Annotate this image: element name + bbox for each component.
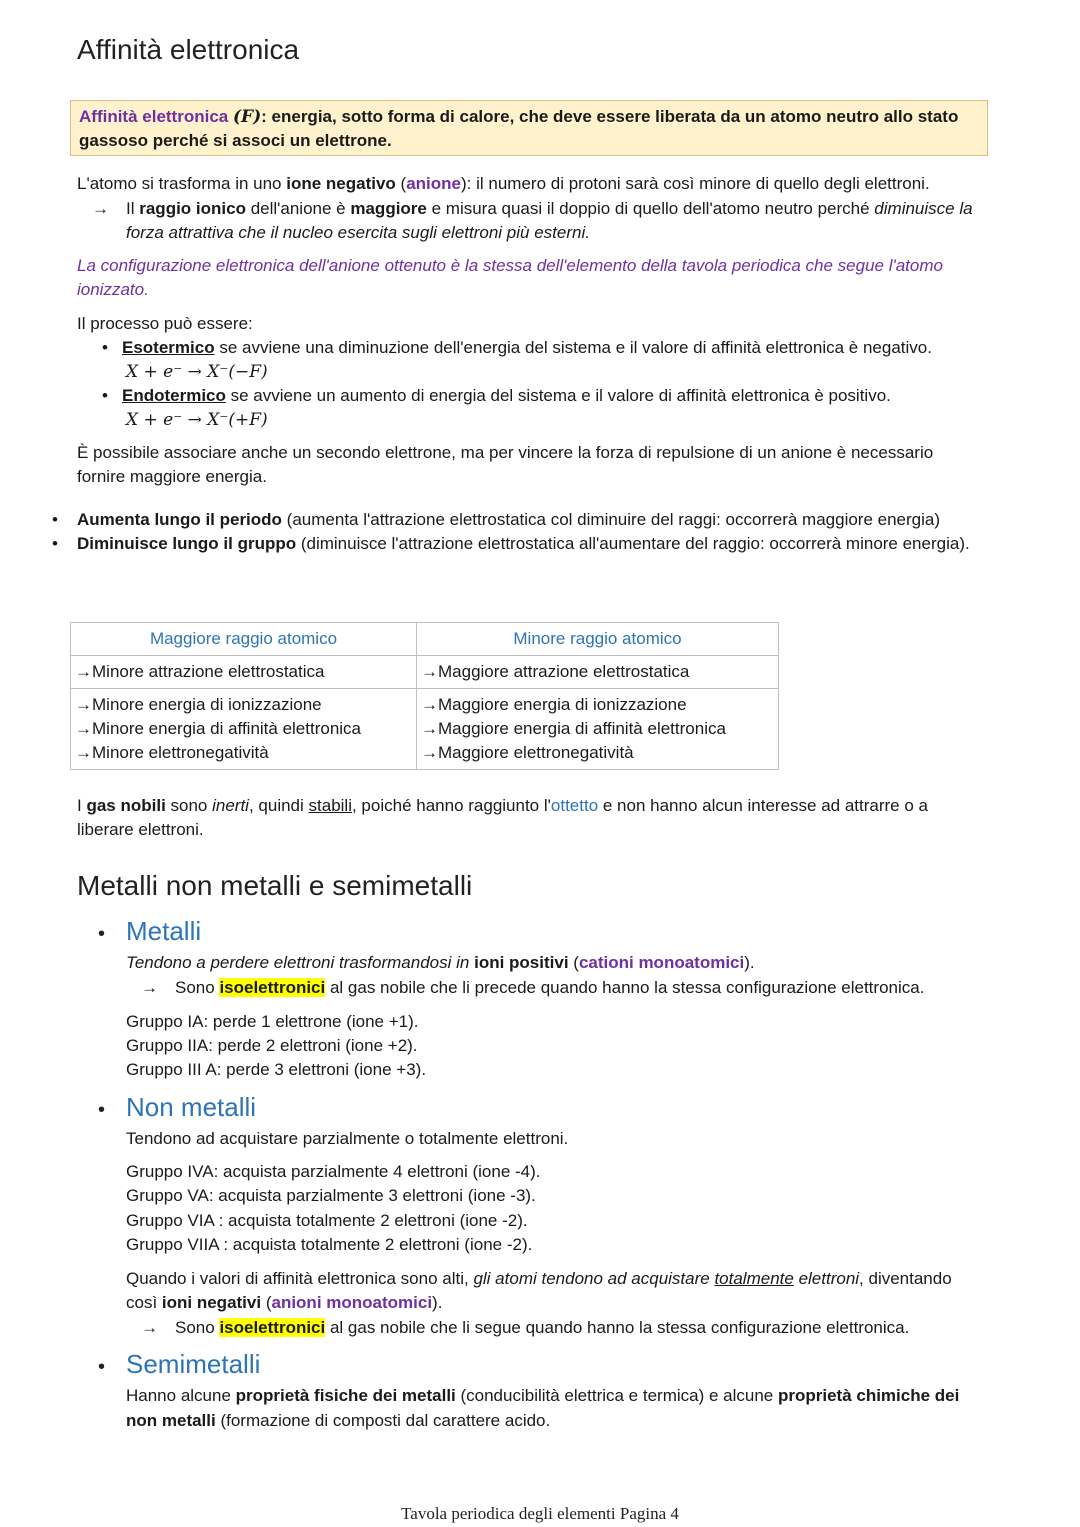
bullet-icon: • [98,1356,106,1378]
endothermic-equation: X + e⁻ → X⁻(+F) [126,410,268,430]
bullet-icon: • [102,386,108,405]
bullet-icon: • [52,534,58,553]
list-item: Gruppo VIIA : acquista totalmente 2 elettroni (ione -2). [126,1235,533,1254]
definition-symbol: (F) [232,107,262,127]
anion-paragraph: L'atomo si trasforma in uno ione negativo (anione): il numero di protoni sarà così minore di quello degli elettroni. [77,174,930,193]
trend-group: • Diminuisce lungo il gruppo (diminuisce l'attrazione elettrostatica all'aumentare del raggio: occorrerà minore energia). [52,532,970,556]
noble-gas-text: I gas nobili sono inerti, quindi stabili, poiché hanno raggiunto l'ottetto e non hanno alcun interesse ad attrarre o a [77,796,928,815]
list-item: Gruppo VIA : acquista totalmente 2 elettroni (ione -2). [126,1211,528,1230]
table-header: Minore raggio atomico [417,623,779,656]
table-header-row [71,623,779,656]
definition-text: : energia, sotto forma di calore, che deve essere liberata da un atomo neutro allo stato [261,107,959,126]
semimetalli-heading: • Semimetalli [98,1349,261,1379]
list-item: Gruppo IVA: acquista parzialmente 4 elettroni (ione -4). [126,1162,541,1181]
definition-term: Affinità elettronica [79,107,229,126]
nonmetalli-isoelectronic: → Sono isoelettronici al gas nobile che li segue quando hanno la stessa configurazione elettronica. [141,1316,909,1340]
noble-gas-text-2: liberare elettroni. [77,820,204,839]
trend-period: • Aumenta lungo il periodo (aumenta l'attrazione elettrostatica col diminuire del raggi: occorrerà maggiore energia) [52,508,940,532]
nonmetalli-desc: Tendono ad acquistare parzialmente o totalmente elettroni. [126,1129,569,1148]
atomic-radius-table [70,622,779,770]
second-electron-text: È possibile associare anche un secondo elettrone, ma per vincere la forza di repulsione di un anione è necessario [77,443,934,462]
arrow-icon: → [92,199,109,218]
metalli-isoelectronic: → Sono isoelettronici al gas nobile che li precede quando hanno la stessa configurazione elettronica. [141,976,924,1000]
list-item: Gruppo VA: acquista parzialmente 3 elettroni (ione -3). [126,1186,536,1205]
table-row [71,689,779,770]
ionic-radius-note: → Il raggio ionico dell'anione è maggiore e misura quasi il doppio di quello dell'atomo neutro perché diminuisce la [92,197,973,221]
process-intro: Il processo può essere: [77,314,253,333]
table-cell: →Maggiore energia di ionizzazione →Maggiore energia di affinità elettronica →Maggiore elettronegatività [417,689,779,770]
table-header: Maggiore raggio atomico [71,623,417,656]
arrow-icon: → [141,1318,158,1337]
second-electron-text-2: fornire maggiore energia. [77,467,267,486]
page-footer: Tavola periodica degli elementi Pagina 4 [401,1504,679,1523]
definition-box [70,100,988,156]
table-cell: →Minore energia di ionizzazione →Minore energia di affinità elettronica →Minore elettronegatività [71,689,417,770]
config-note: La configurazione elettronica dell'anione ottenuto è la stessa dell'elemento della tavola periodica che segue l'atomo [77,256,943,275]
page-title: Affinità elettronica [77,34,300,65]
semimetalli-desc: Hanno alcune proprietà fisiche dei metalli (conducibilità elettrica e termica) e alcune proprietà chimiche dei [126,1386,960,1405]
metalli-desc: Tendono a perdere elettroni trasformandosi in ioni positivi (cationi monoatomici). [126,953,755,972]
arrow-icon: → [141,978,158,997]
section-title: Metalli non metalli e semimetalli [77,870,473,901]
exothermic-item: • Esotermico se avviene una diminuzione dell'energia del sistema e il valore di affinità elettronica è negativo. [102,336,932,360]
bullet-icon: • [98,1099,106,1121]
nonmetalli-affinity-2: così ioni negativi (anioni monoatomici). [126,1293,443,1312]
ionic-radius-note-2: forza attrattiva che il nucleo esercita sugli elettroni più esterni. [126,223,590,242]
list-item: Gruppo III A: perde 3 elettroni (ione +3). [126,1060,427,1079]
list-item: Gruppo IIA: perde 2 elettroni (ione +2). [126,1036,418,1055]
bullet-icon: • [98,923,106,945]
exothermic-equation: X + e⁻ → X⁻(−F) [126,362,268,382]
semimetalli-desc-2: non metalli (formazione di composti dal carattere acido. [126,1411,551,1430]
nonmetalli-affinity: Quando i valori di affinità elettronica sono alti, gli atomi tendono ad acquistare totalmente elettroni, diventando [126,1269,952,1288]
bullet-icon: • [52,510,58,529]
table-row [71,656,779,689]
config-note-2: ionizzato. [77,280,149,299]
nonmetalli-heading: • Non metalli [98,1092,257,1122]
table-cell: →Minore attrazione elettrostatica [71,656,417,689]
endothermic-item: • Endotermico se avviene un aumento di energia del sistema e il valore di affinità elettronica è positivo. [102,384,891,408]
list-item: Gruppo IA: perde 1 elettrone (ione +1). [126,1012,419,1031]
bullet-icon: • [102,338,108,357]
table-cell: →Maggiore attrazione elettrostatica [417,656,779,689]
definition-text-2: gassoso perché si associ un elettrone. [79,131,392,150]
metalli-heading: • Metalli [98,916,202,946]
